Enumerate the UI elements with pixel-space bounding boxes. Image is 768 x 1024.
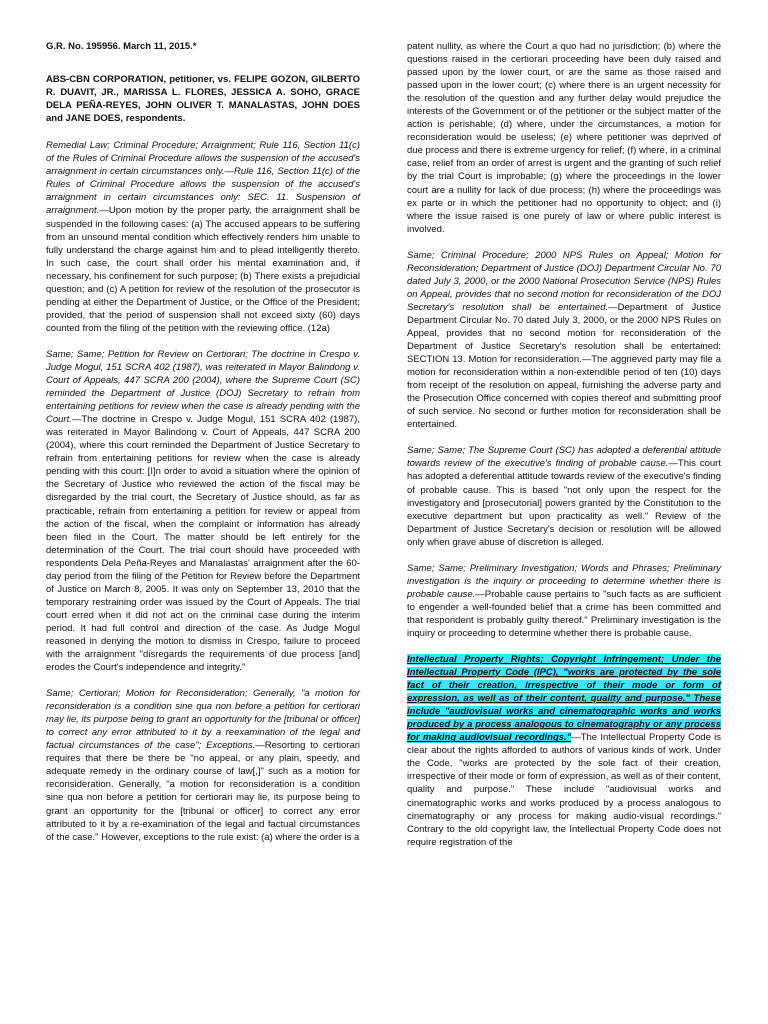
syllabus-paragraph [407,40,721,236]
case-parties: ABS-CBN CORPORATION, petitioner, vs. FELIPE GOZON, GILBERTO R. DUAVIT, JR., MARISSA L. FLORES, JESSICA A. SOHO, GRACE DELA PEÑA-REYES, JOHN OLIVER T. MANALASTAS, JOHN DOES and JANE DOES, respondents. [46,74,360,125]
left-column [46,40,360,857]
syllabus-paragraph-highlighted [407,653,721,849]
syllabus-keywords: Same; Same; Petition for Review on Certiorari; The doctrine in Crespo v. Judge Mogul, 151 SCRA 402 (1987), was reiterated in Mayor Balindong v. Court of Appeals, 447 SCRA 200 (2004), where the Supreme Court (SC) reminded the Department of Justice (DOJ) Secretary to refrain from entertaining petitions for review when the case is already pending with the Court. [46,348,360,426]
syllabus-body: —The doctrine in Crespo v. Judge Mogul, 151 SCRA 402 (1987), was reiterated in Mayor Balindong v. Court of Appeals, 447 SCRA 200 (2004), where this court reminded the Department of Justice Secretary to refrain from entertaining petitions for review when the case is already pending with this court: [I]n order to avoid a situation where the opinion of the Secretary of Justice who reviewed the action of the fiscal may be disregarded by the trial court, the Secretary of Justice should, as far as practicable, refrain from entertaining a petition for review or appeal from the action of the fiscal, when the complaint or information has already been filed in the Court. The matter should be left entirely for the determination of the Court. The trial court should have proceeded with respondents Dela Peña-Reyes and Manalastas' arraignment after the 60-day period from the filing of the Petition for Review before the Department of Justice on March 8, 2005. It was only on September 13, 2010 that the temporary restraining order was issued by the Court of Appeals. The trial court erred when it did not act on the criminal case during the interim period. It had full control and direction of the case. As Judge Mogul reasoned in denying the motion to dismiss in Crespo, failure to proceed with the arraignment "disregards the requirements of due process [and] erodes the Court's independence and integrity." [46,414,360,674]
syllabus-keywords: Remedial Law; Criminal Procedure; Arraignment; Rule 116, Section 11(c) of the Rules of Criminal Procedure allows the suspension of the accused's arraignment in certain circumstances only.—Rule 116, Section 11(c) of the Rules of Criminal Procedure allows the suspension of the accused's arraignment in certain circumstances only: SEC. 11. Suspension of arraignment. [46,140,360,217]
syllabus-body: patent nullity, as where the Court a quo had no jurisdiction; (b) where the questions raised in the certiorari proceeding have been duly raised and passed upon by the lower court, or are the same as those raised and passed upon in the lower court; (c) where there is an urgent necessity for the resolution of the question and any further delay would prejudice the interests of the Government or of the petitioner or the subject matter of the action is perishable; (d) where, under the circumstances, a motion for reconsideration would be useless; (e) where petitioner was deprived of due process and there is extreme urgency for relief; (f) where, in a criminal case, relief from an order of arrest is urgent and the granting of such relief by the trial Court is improbable; (g) where the proceedings in the lower court are a nullity for lack of due process; (h) where the proceedings was ex parte or in which the petitioner had no opportunity to object; and (i) where the issue raised is one purely of law or where public interest is involved. [407,41,721,235]
syllabus-keywords: Same; Same; The Supreme Court (SC) has adopted a deferential attitude towards review of the executive's finding of probable cause. [407,445,721,470]
syllabus-body: —Probable cause pertains to "such facts as are sufficient to engender a well-founded belief that a crime has been committed and that respondent is probably guilty thereof." Preliminary investigation is the inquiry or proceeding to determine whether there is probable cause. [407,588,721,639]
syllabus-body: —Resorting to certiorari requires that there be there be "no appeal, or any plain, speedy, and adequate remedy in the ordinary course of law[,]" such as a motion for reconsideration. Generally, "a motion for reconsideration is a condition sine qua non before a petition for certiorari may lie, its purpose being to grant an opportunity for the [tribunal or officer] to correct any error attributed to it by a re-examination of the legal and factual circumstances of the case." However, exceptions to the rule exist: (a) where the order is a [46,740,360,843]
syllabus-body: —Department of Justice Department Circular No. 70 dated July 3, 2000, or the 2000 NPS Rules on Appeal, provides that no second motion for reconsideration of the Department of Justice Secretary's resolution shall be entertained: SECTION 13. Motion for reconsideration.—The aggrieved party may file a motion for reconsideration within a non-extendible period of ten (10) days from receipt of the resolution on appeal, furnishing the adverse party and the Prosecution Office concerned with copies thereof and submitting proof of such service. No second or further motion for reconsideration shall be entertained. [407,301,722,431]
syllabus-paragraph [407,249,721,432]
syllabus-paragraph [407,444,721,548]
syllabus-paragraph [407,562,721,640]
syllabus-body: —The Intellectual Property Code is clear about the rights afforded to authors of various kinds of work. Under the Code, "works are protected by the sole fact of their creation, irrespective of their mode or form of expression, as well as of their content, quality and purpose." These include "audiovisual works and cinematographic works and works produced by a process analogous to cinematography or any process for making audio-visual recordings." Contrary to the old copyright law, the Intellectual Property Code does not require registration of the [407,732,721,848]
syllabus-paragraph [46,348,360,674]
highlighted-keywords[interactable]: Intellectual Property Rights; Copyright Infringement; Under the Intellectual Property Code (IPC), "works are protected by the sole fact of their creation, irrespective of their mode or form of expression, as well as of their content, quality and purpose." These include "audiovisual works and cinematographic works and works produced by a process analogous to cinematography or any process for making audiovisual recordings." [407,654,721,744]
right-column [407,40,721,862]
syllabus-paragraph [46,687,360,844]
syllabus-keywords: Same; Criminal Procedure; 2000 NPS Rules on Appeal; Motion for Reconsideration; Department of Justice (DOJ) Department Circular No. 70 dated July 3, 2000, or the 2000 National Prosecution Service (NPS) Rules on Appeal, provides that no second motion for reconsideration of the DOJ Secretary's resolution shall be entertained. [407,249,721,313]
syllabus-paragraph [46,139,360,335]
syllabus-body: —Upon motion by the proper party, the arraignment shall be suspended in the following cases: (a) The accused appears to be suffering from an unsound mental condition which effectively renders him unable to fully understand the charge against him and to plead intelligently thereto. In such case, the court shall order his mental examination and, if necessary, his confinement for such purpose; (b) There exists a prejudicial question; and (c) A petition for review of the resolution of the prosecutor is pending at either the Department of Justice, or the Office of the President; provided, that the period of suspension shall not exceed sixty (60) days counted from the filing of the petition with the reviewing office. (12a) [46,205,360,334]
syllabus-keywords: Same; Certiorari; Motion for Reconsideration; Generally, "a motion for reconsideration is a condition sine qua non before a petition for certiorari may lie, its purpose being to grant an opportunity for the [tribunal or officer] to correct any error attributed to it by a reexamination of the legal and factual circumstances of the case"; Exceptions. [46,688,360,752]
syllabus-keywords: Same; Same; Preliminary Investigation; Words and Phrases; Preliminary investigation is the inquiry or proceeding to determine whether there is probable cause. [407,562,721,600]
syllabus-body: —This court has adopted a deferential attitude towards review of the executive's finding of probable cause. This is based "not only upon the respect for the investigatory and [prosecutorial] powers granted by the Constitution to the executive department but upon practicality as well." Review of the Department of Justice Secretary's decision or resolution will be allowed only when grave abuse of discretion is alleged. [407,458,721,548]
case-number: G.R. No. 195956. March 11, 2015.* [46,41,197,52]
